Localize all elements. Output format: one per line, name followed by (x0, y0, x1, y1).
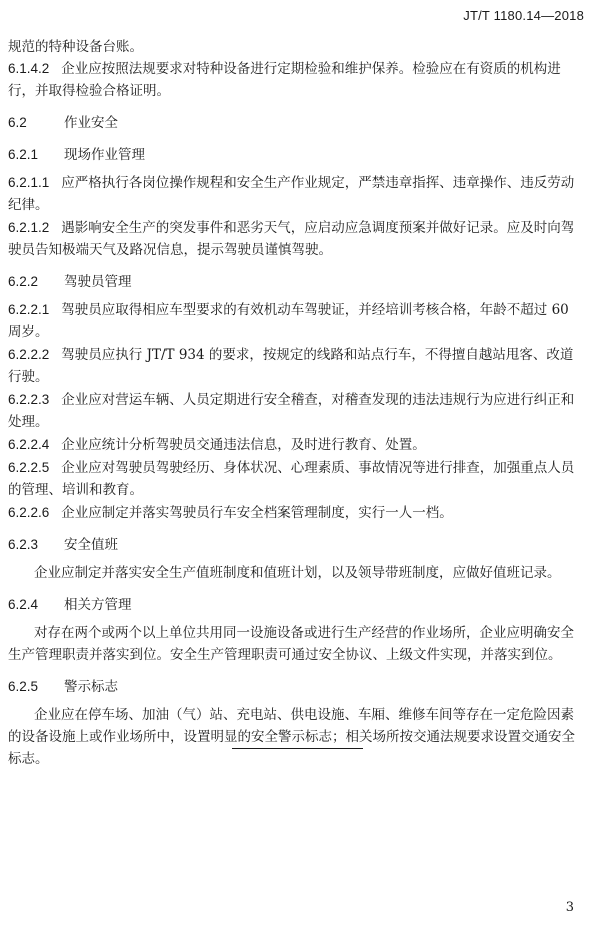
section-heading-6-2-2 (8, 271, 582, 293)
section-number: 6.2.1 (8, 147, 39, 162)
clause-6-2-2-3 (8, 389, 582, 433)
clause-text: 企业应对驾驶员驾驶经历、身体状况、心理素质、事故情况等进行排查，加强重点人员的管理、培训和教育。 (8, 460, 575, 498)
clause-number: 6.2.1.2 (8, 220, 50, 235)
section-heading-6-2-4 (8, 594, 582, 616)
paragraph-continuation: 规范的特种设备台账。 (8, 39, 143, 55)
clause-6-2-2-1 (8, 299, 582, 343)
document-body (8, 36, 582, 770)
clause-text: 遇影响安全生产的突发事件和恶劣天气，应启动应急调度预案并做好记录。应及时向驾驶员告知极端天气及路况信息，提示驾驶员谨慎驾驶。 (8, 220, 575, 258)
clause-text: 企业应按照法规要求对特种设备进行定期检验和维护保养。检验应在有资质的机构进行，并取得检验合格证明。 (8, 61, 561, 99)
clause-6-2-2-5 (8, 457, 582, 501)
section-title: 警示标志 (64, 679, 118, 694)
section-number: 6.2.2 (8, 274, 39, 289)
section-title: 驾驶员管理 (64, 274, 132, 289)
section-paragraph-6-2-3: 企业应制定并落实安全生产值班制度和值班计划，以及领导带班制度，应做好值班记录。 (34, 565, 561, 581)
clause-6-1-4-2 (8, 58, 582, 102)
end-rule (232, 748, 363, 749)
clause-number: 6.2.2.5 (8, 460, 50, 475)
page-number: 3 (565, 900, 574, 915)
clause-number: 6.2.2.6 (8, 505, 50, 520)
clause-number: 6.2.2.4 (8, 437, 50, 452)
standard-code: JT/T 1180.14—2018 (463, 8, 584, 23)
section-title: 相关方管理 (64, 597, 132, 612)
section-number: 6.2.3 (8, 537, 39, 552)
section-number: 6.2 (8, 115, 27, 130)
clause-6-2-2-6 (8, 502, 582, 524)
section-number: 6.2.4 (8, 597, 39, 612)
clause-text: 应严格执行各岗位操作规程和安全生产作业规定，严禁违章指挥、违章操作、违反劳动纪律。 (8, 175, 575, 213)
section-heading-6-2-3 (8, 534, 582, 556)
section-title: 作业安全 (64, 115, 118, 130)
clause-text: 企业应制定并落实驾驶员行车安全档案管理制度，实行一人一档。 (61, 505, 453, 521)
clause-6-2-2-2 (8, 344, 582, 388)
clause-text: 驾驶员应取得相应车型要求的有效机动车驾驶证，并经培训考核合格，年龄不超过 60 周岁。 (8, 302, 569, 340)
clause-number: 6.2.2.2 (8, 347, 50, 362)
section-heading-6-2-5 (8, 676, 582, 698)
clause-6-2-2-4 (8, 434, 582, 456)
section-paragraph-6-2-4: 对存在两个或两个以上单位共用同一设施设备或进行生产经营的作业场所，企业应明确安全生产管理职责并落实到位。安全生产管理职责可通过安全协议、上级文件实现，并落实到位。 (8, 625, 574, 663)
section-heading-6-2 (8, 112, 582, 134)
clause-6-2-1-1 (8, 172, 582, 216)
clause-text: 企业应统计分析驾驶员交通违法信息，及时进行教育、处置。 (61, 437, 426, 453)
section-paragraph-6-2-5: 企业应在停车场、加油（气）站、充电站、供电设施、车厢、维修车间等存在一定危险因素的设备设施上或作业场所中，设置明显的安全警示标志；相关场所按交通法规要求设置交通安全标志。 (8, 707, 575, 767)
section-heading-6-2-1 (8, 144, 582, 166)
clause-number: 6.2.2.3 (8, 392, 50, 407)
clause-number: 6.2.2.1 (8, 302, 50, 317)
clause-number: 6.1.4.2 (8, 61, 50, 76)
clause-number: 6.2.1.1 (8, 175, 50, 190)
section-title: 安全值班 (64, 537, 118, 552)
section-title: 现场作业管理 (64, 147, 145, 162)
section-number: 6.2.5 (8, 679, 39, 694)
clause-text: 企业应对营运车辆、人员定期进行安全稽查，对稽查发现的违法违规行为应进行纠正和处理。 (8, 392, 575, 430)
clause-6-2-1-2 (8, 217, 582, 261)
clause-text: 驾驶员应执行 JT/T 934 的要求，按规定的线路和站点行车，不得擅自越站甩客、改道行驶。 (8, 347, 574, 385)
